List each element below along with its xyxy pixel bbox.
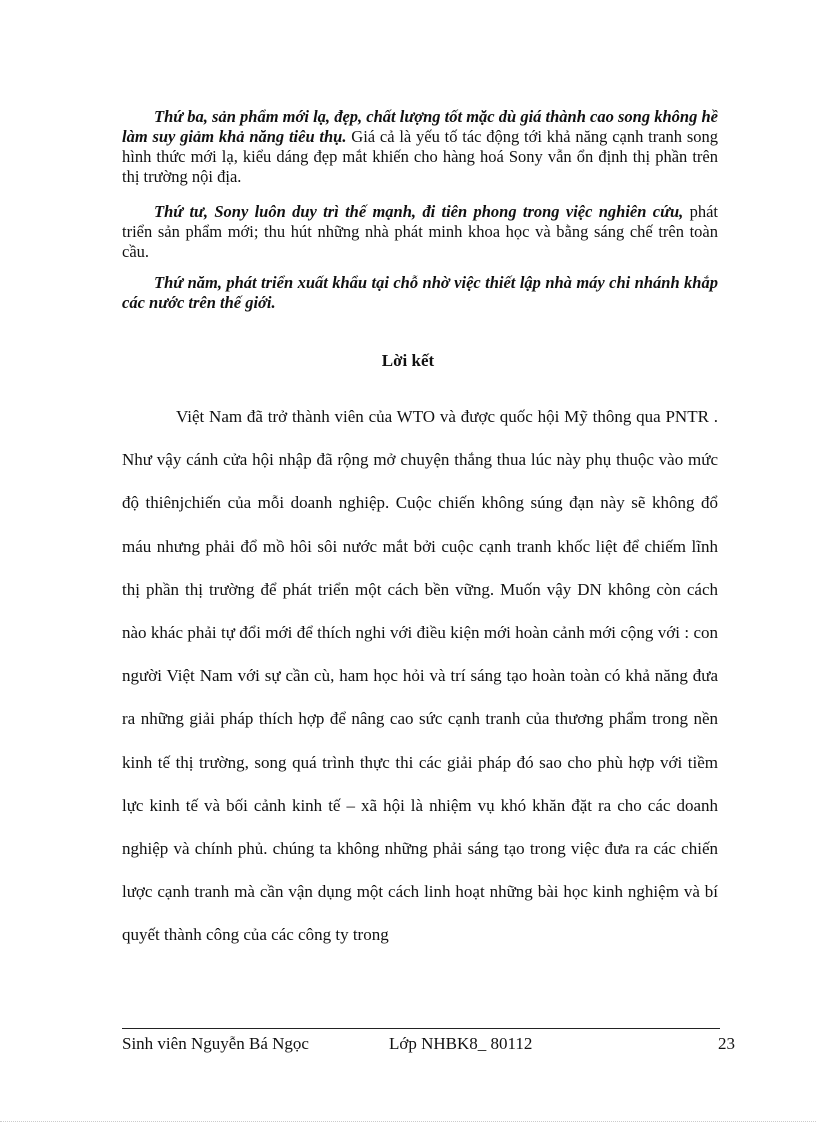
paragraph-third-point	[122, 107, 718, 187]
fifth-point-lead: Thứ năm, phát triển xuất khẩu tại chỗ nhờ việc thiết lập nhà máy chi nhánh khắp các nước trên thế giới.	[122, 273, 718, 312]
page-number: 23	[718, 1034, 735, 1053]
footer-rule	[122, 1028, 720, 1029]
third-point-text: Giá cả là yếu tố tác động tới khả năng cạnh tranh song hình thức mới lạ, kiểu dáng đẹp mắt khiến cho hàng hoá Sony vẫn ổn định thị phần trên thị trường nội địa.	[122, 127, 718, 186]
page-edge-divider	[0, 1121, 816, 1122]
paragraph-fifth-point	[122, 273, 718, 313]
third-point-lead: Thứ ba, sản phẩm mới lạ, đẹp, chất lượng tốt mặc dù giá thành cao song không hề làm suy giảm khả năng tiêu thụ.	[122, 107, 718, 146]
conclusion-body: Việt Nam đã trở thành viên của WTO và được quốc hội Mỹ thông qua PNTR . Như vậy cánh cửa hội nhập đã rộng mở chuyện thắng thua lúc này phụ thuộc vào mức độ thiênjchiến của mỗi doanh nghiệp. Cuộc chiến không súng đạn này sẽ không đổ máu nhưng phải đổ mồ hôi sôi nước mắt bởi cuộc cạnh tranh khốc liệt để chiếm lĩnh thị phần thị trường để phát triển một cách bền vững. Muốn vậy DN không còn cách nào khác phải tự đổi mới để thích nghi với điều kiện mới hoàn cảnh mới cộng với : con người Việt Nam với sự cần cù, ham học hỏi và trí sáng tạo hoàn toàn có khả năng đưa ra những giải pháp thích hợp để nâng cao sức cạnh tranh của thương phẩm trong nền kinh tế thị trường, song quá trình thực thi các giải pháp đó sao cho phù hợp với tiềm lực kinh tế và bối cảnh kinh tế – xã hội là nhiệm vụ khó khăn đặt ra cho các doanh nghiệp và chính phủ. chúng ta không những phải sáng tạo trong việc đưa ra các chiến lược cạnh tranh mà cần vận dụng một cách linh hoạt những bài học kinh nghiệm và bí quyết thành công của các công ty trong	[122, 407, 718, 945]
footer-class: Lớp NHBK8_ 80112	[389, 1034, 533, 1053]
fourth-point-text: phát triển sản phẩm mới; thu hút những nhà phát minh khoa học và bằng sáng chế trên toàn cầu.	[122, 202, 718, 261]
fourth-point-lead: Thứ tư, Sony luôn duy trì thế mạnh, đi tiên phong trong việc nghiên cứu,	[154, 202, 684, 221]
paragraph-fourth-point	[122, 202, 718, 262]
footer-student: Sinh viên Nguyễn Bá Ngọc	[122, 1034, 309, 1053]
section-heading: Lời kết	[381, 351, 435, 370]
